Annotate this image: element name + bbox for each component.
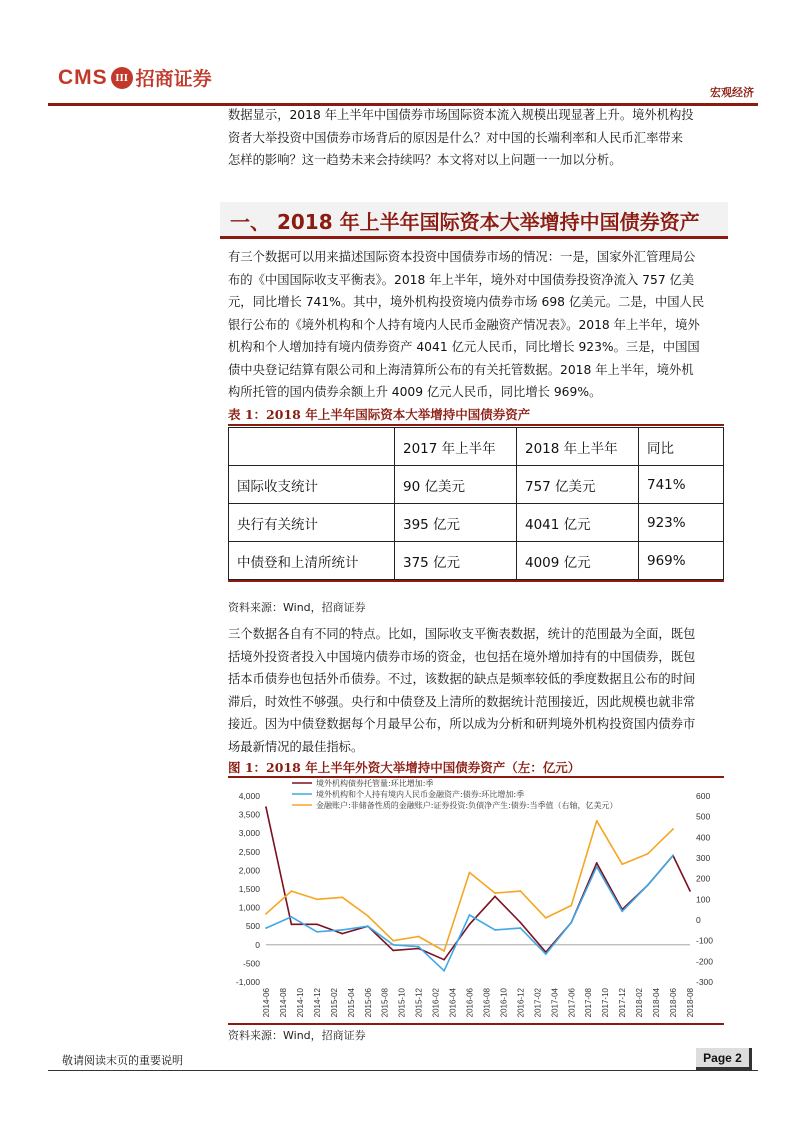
- series-2-point: [621, 910, 623, 912]
- series-2-point: [443, 970, 445, 972]
- x-tick-label: 2015-10: [397, 988, 407, 1018]
- y-left-tick-label: -500: [242, 958, 260, 969]
- series-1-point: [341, 933, 343, 935]
- table-caption-rule: [228, 424, 724, 426]
- series-3-point: [596, 820, 598, 822]
- text-line: 资者大举投资中国债券市场背后的原因是什么？对中国的长端利率和人民币汇率带来: [228, 130, 683, 145]
- series-2-point: [647, 884, 649, 886]
- text-line: 有三个数据可以用来描述国际资本投资中国债券市场的情况：一是，国家外汇管理局公: [228, 250, 696, 264]
- legend-label-1: 境外机构债券托管量:环比增加:季: [316, 779, 434, 788]
- series-3-point: [367, 915, 369, 917]
- x-tick-label: 2016-08: [482, 988, 492, 1018]
- table-cell: 757 亿美元: [517, 466, 639, 504]
- series-3-point: [392, 940, 394, 942]
- series-3-point: [494, 892, 496, 894]
- text-line: 布的《中国国际收支平衡表》。2018 年上半年，境外对中国债券投资净流入 757 亿美: [228, 272, 695, 287]
- section-label: 宏观经济: [710, 86, 754, 99]
- y-left-tick-label: -1,000: [235, 977, 260, 987]
- text-line: 括本币债券也包括外币债券。不过，该数据的缺点是频率较低的季度数据且公布的时间: [228, 672, 696, 686]
- page-number: Page 2: [696, 1048, 752, 1070]
- body-paragraph-1: [228, 246, 718, 404]
- text-line: 三个数据各自有不同的特点。比如，国际收支平衡表数据，统计的范围最为全面，既包: [228, 627, 696, 641]
- text-line: 滞后，时效性不够强。央行和中债登及上清所的数据统计范围接近，因此规模也就非常: [228, 694, 696, 709]
- logo-badge-icon: III: [111, 67, 133, 89]
- y-left-tick-label: 2,500: [238, 846, 260, 857]
- text-line: 债中央登记结算有限公司和上海清算所公布的有关托管数据。2018 年上半年，境外机: [228, 362, 694, 377]
- table-header-row: [229, 428, 724, 466]
- series-2-point: [672, 855, 674, 857]
- y-left-tick-label: 3,000: [238, 828, 260, 839]
- page-header: [48, 58, 758, 106]
- text-line: 数据显示，2018 年上半年中国债券市场国际资本流入规模出现显著上升。境外机构投: [228, 108, 694, 122]
- table-cell: 央行有关统计: [229, 504, 395, 542]
- series-2-point: [265, 927, 267, 929]
- footer-note: 敬请阅读末页的重要说明: [62, 1054, 183, 1067]
- table-header-cell: 2018 年上半年: [517, 428, 639, 466]
- text-line: 括境外投资者投入中国境内债券市场的资金，也包括在境外增加持有的中国债券，既包: [228, 649, 696, 664]
- x-tick-label: 2017-12: [618, 988, 628, 1018]
- section-heading: [220, 202, 728, 239]
- series-1-point: [265, 806, 267, 808]
- y-right-tick-label: 0: [696, 915, 701, 925]
- y-left-tick-label: 2,000: [238, 865, 260, 876]
- body-paragraph-2: [228, 623, 718, 758]
- table-cell: 395 亿元: [395, 504, 517, 542]
- figure-source: 资料来源：Wind，招商证券: [228, 1029, 366, 1042]
- series-2-point: [494, 929, 496, 931]
- table-cell: 375 亿元: [395, 542, 517, 580]
- x-tick-label: 2017-04: [550, 988, 560, 1018]
- x-tick-label: 2017-02: [533, 988, 543, 1018]
- x-tick-label: 2016-02: [431, 988, 441, 1018]
- x-tick-label: 2015-04: [346, 988, 356, 1018]
- series-3-point: [520, 890, 522, 892]
- x-tick-label: 2014-06: [262, 988, 271, 1018]
- series-3-point: [341, 896, 343, 898]
- text-line: 场最新情况的最佳指标。: [228, 739, 364, 754]
- x-tick-label: 2015-12: [414, 988, 424, 1018]
- figure-bottom-rule: [228, 1023, 724, 1025]
- x-tick-label: 2017-06: [567, 988, 577, 1018]
- logo-chinese-text: 招商证券: [135, 68, 212, 90]
- series-3-point: [443, 950, 445, 952]
- series-3-point: [418, 936, 420, 938]
- series-1-point: [494, 896, 496, 898]
- series-1-point: [316, 923, 318, 925]
- x-tick-label: 2014-12: [312, 988, 322, 1018]
- series-3-point: [291, 890, 293, 892]
- text-line: 接近。因为中债登数据每个月最早公布，所以成为分析和研判境外机构投资国内债券市: [228, 717, 696, 731]
- series-1-point: [291, 923, 293, 925]
- table-row: [229, 542, 724, 580]
- series-3-point: [316, 898, 318, 900]
- x-tick-label: 2015-08: [380, 988, 390, 1018]
- x-tick-label: 2014-10: [295, 988, 305, 1018]
- x-tick-label: 2018-08: [686, 988, 695, 1018]
- legend-label-2: 境外机构和个人持有境内人民币金融资产:债券:环比增加:季: [316, 790, 525, 799]
- y-right-tick-label: 200: [696, 873, 711, 884]
- series-3-point: [672, 828, 674, 830]
- line-chart: [228, 778, 724, 1023]
- y-left-tick-label: 1,000: [238, 902, 260, 913]
- table-header-cell: [229, 428, 395, 466]
- table-cell: 中债登和上清所统计: [229, 542, 395, 580]
- y-right-tick-label: -300: [696, 977, 714, 987]
- series-2-point: [392, 944, 394, 946]
- series-2-point: [367, 925, 369, 927]
- series-3-point: [469, 872, 471, 874]
- x-tick-label: 2016-12: [516, 988, 526, 1018]
- x-tick-label: 2015-06: [363, 988, 373, 1018]
- y-left-tick-label: 1,500: [238, 884, 260, 894]
- y-left-tick-label: 4,000: [238, 791, 260, 801]
- x-tick-label: 2015-02: [329, 988, 339, 1018]
- series-1-point: [443, 959, 445, 961]
- y-left-tick-label: 3,500: [238, 809, 260, 820]
- series-2-point: [418, 946, 420, 948]
- x-tick-label: 2018-04: [652, 988, 662, 1018]
- y-right-tick-label: 600: [696, 791, 711, 801]
- y-right-tick-label: -100: [696, 935, 714, 946]
- series-3-point: [570, 905, 572, 907]
- table-cell: 741%: [639, 466, 724, 504]
- heading-text: 一、 2018 年上半年国际资本大举增持中国债券资产: [230, 210, 700, 234]
- logo-latin-text: CMS: [58, 65, 108, 89]
- figure-caption: 图 1：2018 年上半年外资大举增持中国债券资产（左：亿元）: [228, 760, 581, 775]
- x-tick-label: 2016-04: [448, 988, 458, 1018]
- text-line: 构所托管的国内债券余额上升 4009 亿元人民币，同比增长 969%。: [228, 385, 602, 399]
- x-tick-label: 2016-10: [499, 988, 509, 1018]
- series-2-point: [570, 922, 572, 924]
- x-tick-label: 2014-08: [278, 988, 288, 1018]
- table-cell: 969%: [639, 542, 724, 580]
- text-line: 银行公布的《境外机构和个人持有境内人民币金融资产情况表》。2018 年上半年，境外: [228, 317, 700, 332]
- table-caption: 表 1：2018 年上半年国际资本大举增持中国债券资产: [228, 407, 531, 422]
- series-1-point: [596, 862, 598, 864]
- table-source: 资料来源：Wind，招商证券: [228, 601, 366, 614]
- data-table: [228, 427, 724, 580]
- intro-paragraph: [228, 104, 718, 172]
- table-row: [229, 504, 724, 542]
- series-1-point: [392, 949, 394, 951]
- series-2-point: [316, 931, 318, 933]
- x-tick-label: 2018-02: [635, 988, 645, 1018]
- table-bottom-rule: [228, 580, 724, 582]
- series-line-1: [266, 807, 690, 960]
- y-right-tick-label: -200: [696, 956, 714, 967]
- series-1-point: [469, 923, 471, 925]
- table-cell: 923%: [639, 504, 724, 542]
- text-line: 机构和个人增加持有境内债券资产 4041 亿元人民币，同比增长 923%。三是，中国国: [228, 340, 700, 354]
- series-2-point: [341, 929, 343, 931]
- footer-divider: [48, 1070, 758, 1071]
- legend-label-3: 金融账户:非储备性质的金融账户:证券投资:负债净产生:债券:当季值（右轴，亿美元）: [316, 801, 618, 810]
- text-line: 怎样的影响？这一趋势未来会持续吗？本文将对以上问题一一加以分析。: [228, 153, 622, 167]
- series-2-point: [469, 914, 471, 916]
- series-2-point: [520, 927, 522, 929]
- series-3-point: [621, 863, 623, 865]
- table-cell: 90 亿美元: [395, 466, 517, 504]
- x-tick-label: 2018-06: [669, 988, 679, 1018]
- y-left-tick-label: 500: [245, 921, 260, 932]
- y-left-tick-label: 0: [255, 939, 260, 950]
- chart-svg: [228, 778, 724, 1023]
- y-right-tick-label: 100: [696, 894, 711, 905]
- table-cell: 国际收支统计: [229, 466, 395, 504]
- cms-logo: [58, 64, 212, 91]
- y-right-tick-label: 500: [696, 811, 711, 822]
- table-cell: 4041 亿元: [517, 504, 639, 542]
- series-2-point: [596, 866, 598, 868]
- x-tick-label: 2017-10: [601, 988, 611, 1018]
- y-right-tick-label: 300: [696, 853, 711, 863]
- series-3-point: [545, 917, 547, 919]
- table-cell: 4009 亿元: [517, 542, 639, 580]
- table-header-cell: 2017 年上半年: [395, 428, 517, 466]
- y-right-tick-label: 400: [696, 832, 711, 843]
- table-row: [229, 466, 724, 504]
- series-3-point: [265, 913, 267, 915]
- series-2-point: [291, 916, 293, 918]
- table-header-cell: 同比: [639, 428, 724, 466]
- series-3-point: [647, 853, 649, 855]
- text-line: 元，同比增长 741%。其中，境外机构投资境内债券市场 698 亿美元。二是，中国人民: [228, 295, 705, 309]
- x-tick-label: 2017-08: [584, 988, 594, 1018]
- series-2-point: [545, 953, 547, 955]
- series-1-point: [689, 890, 691, 892]
- series-1-point: [520, 922, 522, 924]
- x-tick-label: 2016-06: [465, 988, 475, 1018]
